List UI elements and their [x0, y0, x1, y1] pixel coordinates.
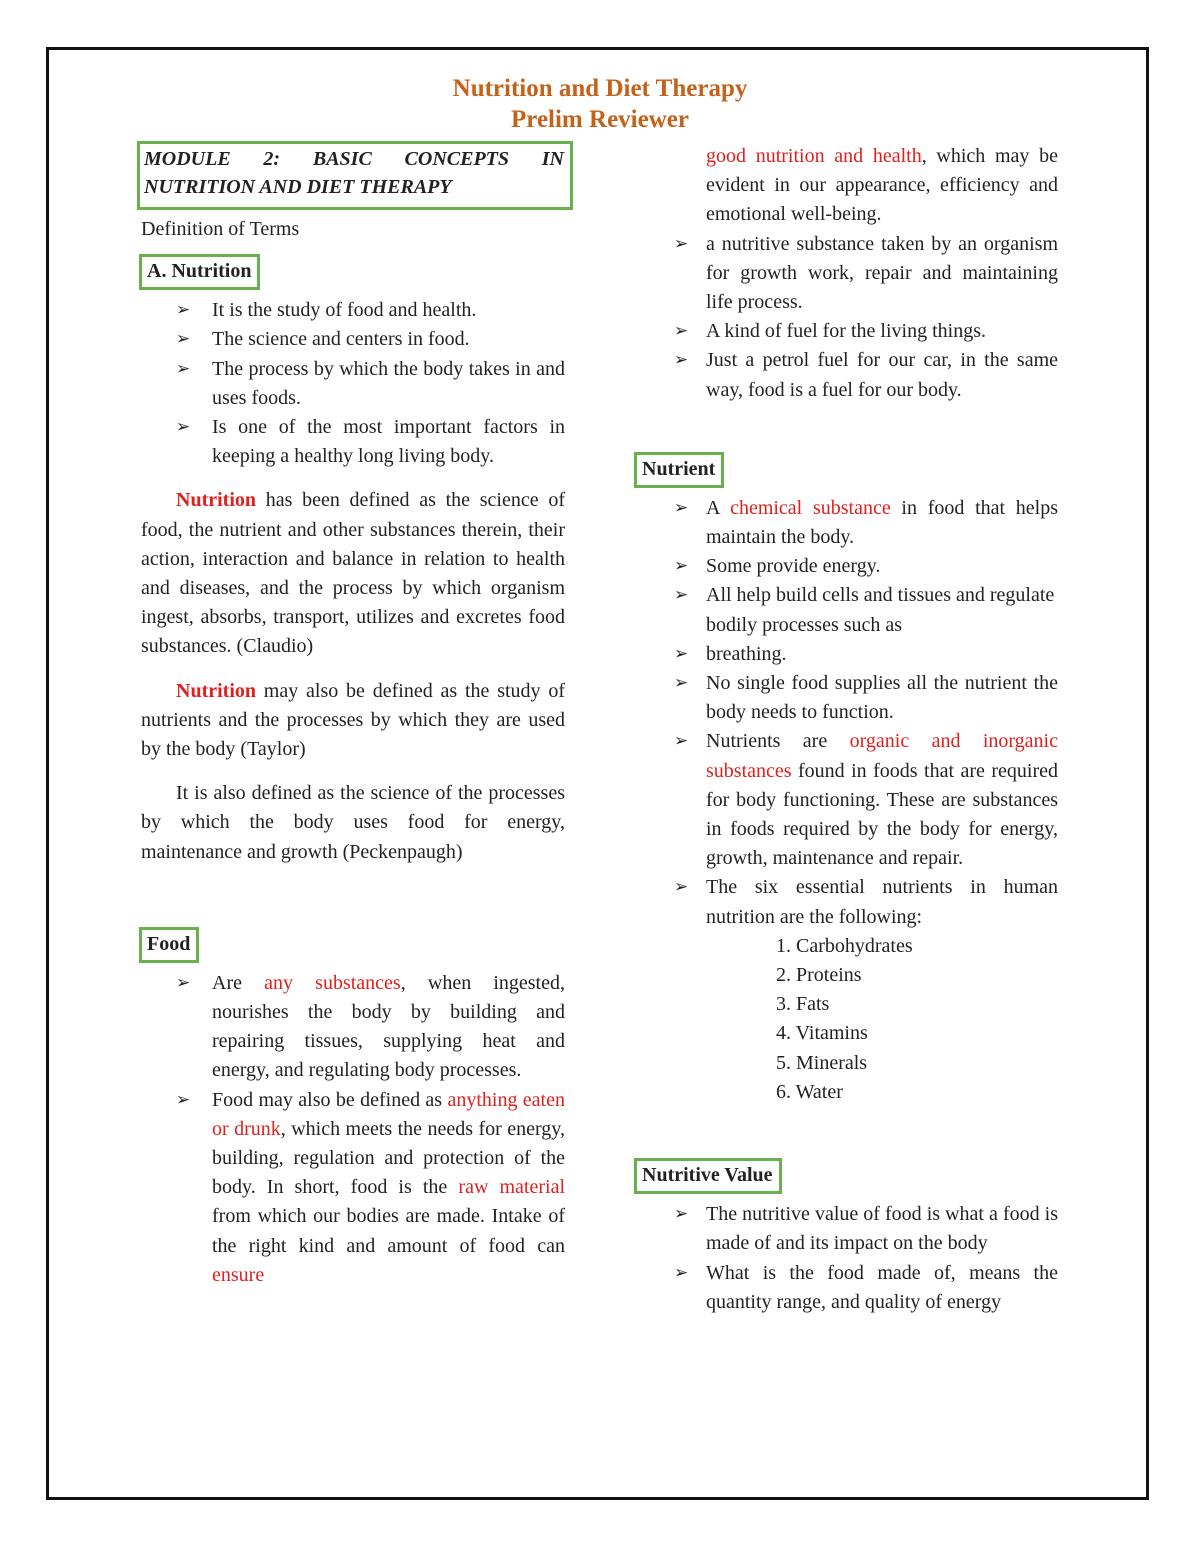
nutrient-bullet: ➢ Nutrients are organic and inorganic substances found in foods that are required for body functioning. These are substances in foods required by the body for energy, growth, maintenance and repair.	[672, 727, 1058, 873]
list-item: 6. Water	[776, 1080, 843, 1103]
essential-nutrients-list	[672, 932, 1058, 1107]
nutrition-definition-peckenpaugh: It is also defined as the science of the processes by which the body uses food for energy, maintenance and growth (Peckenpaugh)	[141, 782, 565, 863]
nutrient-bullet: ➢ The six essential nutrients in human nutrition are the following:	[672, 873, 1058, 931]
list-item: 3. Fats	[776, 993, 830, 1016]
list-item: 2. Proteins	[776, 964, 862, 987]
food-heading: Food	[139, 927, 199, 963]
list-item: 4. Vitamins	[776, 1022, 868, 1045]
nutrient-bullet: ➢ No single food supplies all the nutrient the body needs to function.	[672, 669, 1058, 727]
left-column	[141, 215, 565, 1290]
nutrient-bullet: ➢ breathing.	[672, 640, 1058, 669]
nutrition-definition-claudio: Nutrition has been defined as the science of food, the nutrient and other substances therein, their action, interaction and balance in relation to health and diseases, and the process by which organism ingest, absorbs, transport, utilizes and excretes food substances. (Claudio)	[141, 489, 565, 658]
food-bullet: ➢ Food may also be defined as anything eaten or drunk, which meets the needs for energy, building, regulation and protection of the body. In short, food is the raw material from which our bodies are made. Intake of the right kind and amount of food can ensure	[141, 1086, 565, 1290]
nutrition-bullet: ➢ Is one of the most important factors in keeping a healthy long living body.	[141, 413, 565, 471]
nutritive-value-bullet: ➢ The nutritive value of food is what a food is made of and its impact on the body	[672, 1200, 1058, 1258]
nutrition-bullet: ➢ It is the study of food and health.	[141, 296, 565, 325]
nutrition-bullet: ➢ The process by which the body takes in and uses foods.	[141, 355, 565, 413]
nutritive-value-heading: Nutritive Value	[634, 1158, 782, 1194]
food-bullet-continued: good nutrition and health, which may be evident in our appearance, efficiency and emotional well-being.	[706, 145, 1058, 226]
document-title: Nutrition and Diet Therapy	[452, 75, 748, 102]
list-item: 1. Carbohydrates	[776, 934, 913, 957]
module-title: MODULE 2: BASIC CONCEPTS IN NUTRITION AND DIET THERAPY	[137, 141, 573, 210]
nutrition-definition-taylor: Nutrition may also be defined as the study of nutrients and the processes by which they are used by the body (Taylor)	[141, 679, 565, 761]
nutrition-bullet: ➢ The science and centers in food.	[141, 325, 565, 354]
nutrient-bullet: ➢ A chemical substance in food that helps maintain the body.	[672, 494, 1058, 552]
nutrient-heading: Nutrient	[634, 452, 724, 488]
nutrient-bullet: ➢ All help build cells and tissues and regulate bodily processes such as	[672, 581, 1058, 639]
food-bullet: ➢ A kind of fuel for the living things.	[672, 317, 1058, 346]
food-bullet: ➢ Just a petrol fuel for our car, in the same way, food is a fuel for our body.	[672, 346, 1058, 404]
nutritive-value-bullet: ➢ What is the food made of, means the quantity range, and quality of energy	[672, 1259, 1058, 1317]
definition-of-terms: Definition of Terms	[141, 218, 300, 240]
right-column	[642, 142, 1058, 1317]
food-bullet: ➢ a nutritive substance taken by an organism for growth work, repair and maintaining life process.	[672, 230, 1058, 318]
nutrition-heading: A. Nutrition	[139, 254, 260, 290]
food-bullet: ➢ Are any substances, when ingested, nourishes the body by building and repairing tissues, supplying heat and energy, and regulating body processes.	[141, 969, 565, 1086]
document-subtitle: Prelim Reviewer	[511, 106, 689, 133]
list-item: 5. Minerals	[776, 1051, 868, 1074]
nutrient-bullet: ➢ Some provide energy.	[672, 552, 1058, 581]
